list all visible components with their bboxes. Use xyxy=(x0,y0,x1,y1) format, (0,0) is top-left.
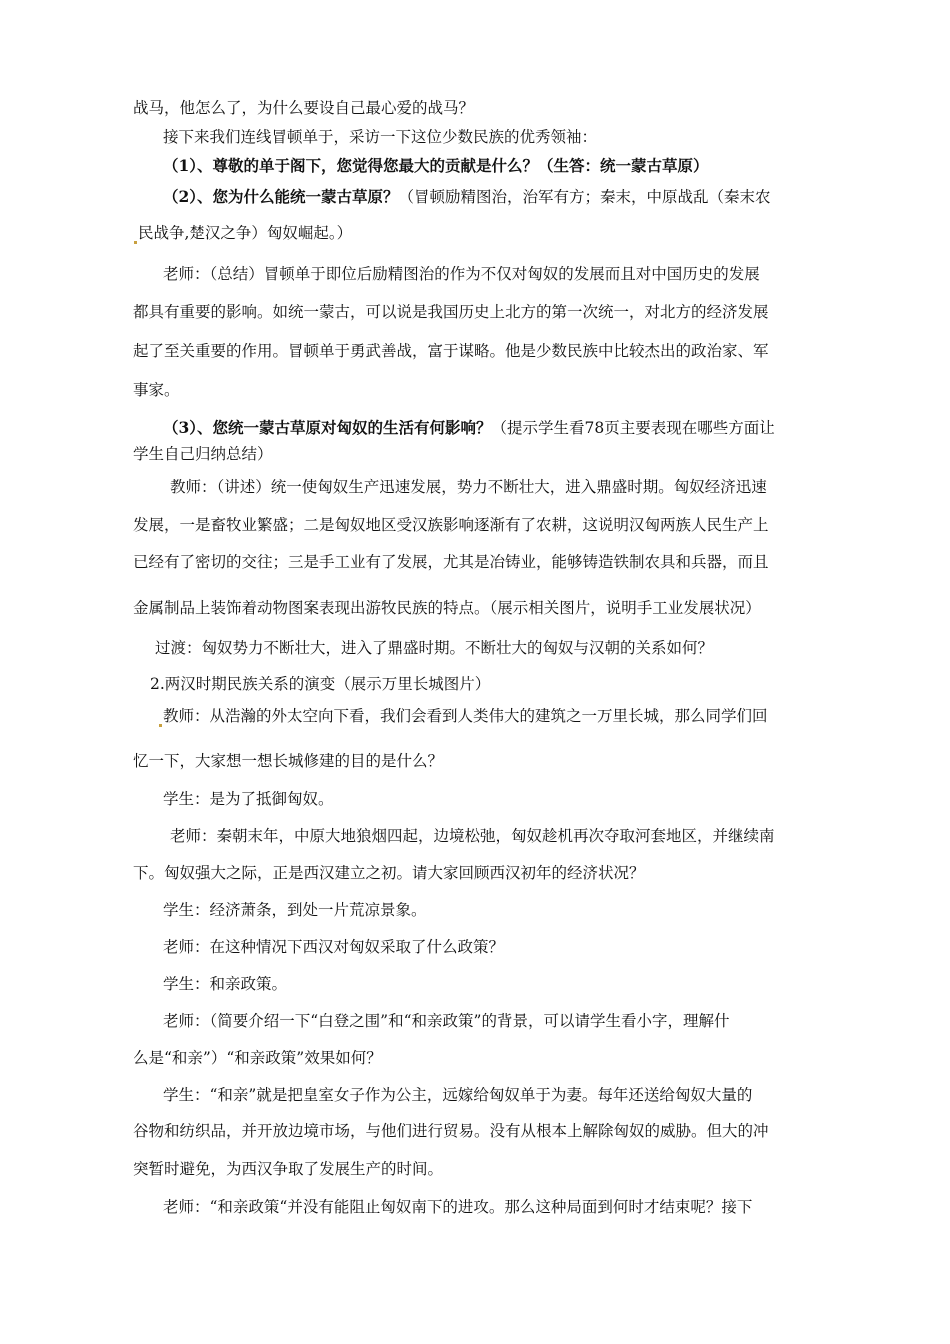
dialogue-line: 老师：秦朝末年，中原大地狼烟四起，边境松弛，匈奴趁机再次夺取河套地区，并继续南 xyxy=(170,827,775,845)
paragraph-line: 突暂时避免，为西汉争取了发展生产的时间。 xyxy=(133,1160,444,1178)
paragraph-line: 教师：（讲述）统一使匈奴生产迅速发展，势力不断壮大，进入鼎盛时期。匈奴经济迅速 xyxy=(170,478,767,496)
question-2-bold: （2）、您为什么能统一蒙古草原？ xyxy=(163,187,399,206)
paragraph-text: 民战争,楚汉之争）匈奴崛起。） xyxy=(138,224,353,242)
question-3-bold: （3）、您统一蒙古草原对匈奴的生活有何影响？ xyxy=(163,418,492,437)
dialogue-line: 老师：在这种情况下西汉对匈奴采取了什么政策？ xyxy=(163,938,505,956)
paragraph-line: 忆一下，大家想一想长城修建的目的是什么？ xyxy=(133,752,444,770)
paragraph-line: 么是“和亲”）“和亲政策”效果如何？ xyxy=(133,1049,382,1067)
revision-mark xyxy=(134,241,137,244)
paragraph-line: 接下来我们连线冒顿单于，采访一下这位少数民族的优秀领袖： xyxy=(163,128,598,146)
dialogue-line: 老师：“和亲政策“并没有能阻止匈奴南下的进攻。那么这种局面到何时才结束呢？接下 xyxy=(163,1198,753,1216)
dialogue-line: 老师：（简要介绍一下“白登之围”和“和亲政策”的背景，可以请学生看小字，理解什 xyxy=(163,1012,730,1030)
paragraph-line: 谷物和纺织品，并开放边境市场，与他们进行贸易。没有从根本上解除匈奴的威胁。但大的冲 xyxy=(133,1122,769,1140)
dialogue-line: 学生：“和亲”就是把皇室女子作为公主，远嫁给匈奴单于为妻。每年还送给匈奴大量的 xyxy=(163,1086,753,1104)
paragraph-line: 金属制品上装饰着动物图案表现出游牧民族的特点。（展示相关图片，说明手工业发展状况） xyxy=(133,599,761,617)
paragraph-line: 下。匈奴强大之际，正是西汉建立之初。请大家回顾西汉初年的经济状况？ xyxy=(133,864,645,882)
dialogue-line: 学生：经济萧条，到处一片荒凉景象。 xyxy=(163,901,427,919)
paragraph-line: 事家。 xyxy=(133,381,180,399)
revision-mark xyxy=(159,724,162,727)
question-3-line xyxy=(163,417,775,439)
paragraph-line xyxy=(158,705,768,727)
dialogue-line: 学生：和亲政策。 xyxy=(163,975,288,993)
transition-line: 过渡：匈奴势力不断壮大，进入了鼎盛时期。不断壮大的匈奴与汉朝的关系如何？ xyxy=(155,639,714,657)
paragraph-line: 已经有了密切的交往；三是手工业有了发展，尤其是冶铸业，能够铸造铁制农具和兵器，而且 xyxy=(133,553,769,571)
paragraph-text: 教师：从浩瀚的外太空向下看，我们会看到人类伟大的建筑之一万里长城，那么同学们回 xyxy=(163,707,768,725)
paragraph-line: 发展，一是畜牧业繁盛；二是匈奴地区受汉族影响逐渐有了农耕，这说明汉匈两族人民生产上 xyxy=(133,516,769,534)
paragraph-line: 都具有重要的影响。如统一蒙古，可以说是我国历史上北方的第一次统一，对北方的经济发展 xyxy=(133,303,769,321)
paragraph-line: 战马，他怎么了，为什么要设自己最心爱的战马？ xyxy=(133,99,475,117)
dialogue-line: 学生：是为了抵御匈奴。 xyxy=(163,790,334,808)
paragraph-line xyxy=(133,222,352,244)
paragraph-line: 老师：（总结）冒顿单于即位后励精图治的作为不仅对匈奴的发展而且对中国历史的发展 xyxy=(163,265,760,283)
section-heading: 2.两汉时期民族关系的演变（展示万里长城图片） xyxy=(150,675,491,693)
paragraph-line: 学生自己归纳总结） xyxy=(133,445,273,463)
paragraph-line: 起了至关重要的作用。冒顿单于勇武善战，富于谋略。他是少数民族中比较杰出的政治家、军 xyxy=(133,342,769,360)
question-3-note: （提示学生看78页主要表现在哪些方面让 xyxy=(491,419,775,437)
question-2-note: （冒顿励精图治，治军有方；秦末，中原战乱（秦末农 xyxy=(398,188,771,206)
question-2-line xyxy=(163,186,771,208)
question-1-line: （1）、尊敬的单于阁下，您觉得您最大的贡献是什么？（生答：统一蒙古草原） xyxy=(163,156,709,175)
